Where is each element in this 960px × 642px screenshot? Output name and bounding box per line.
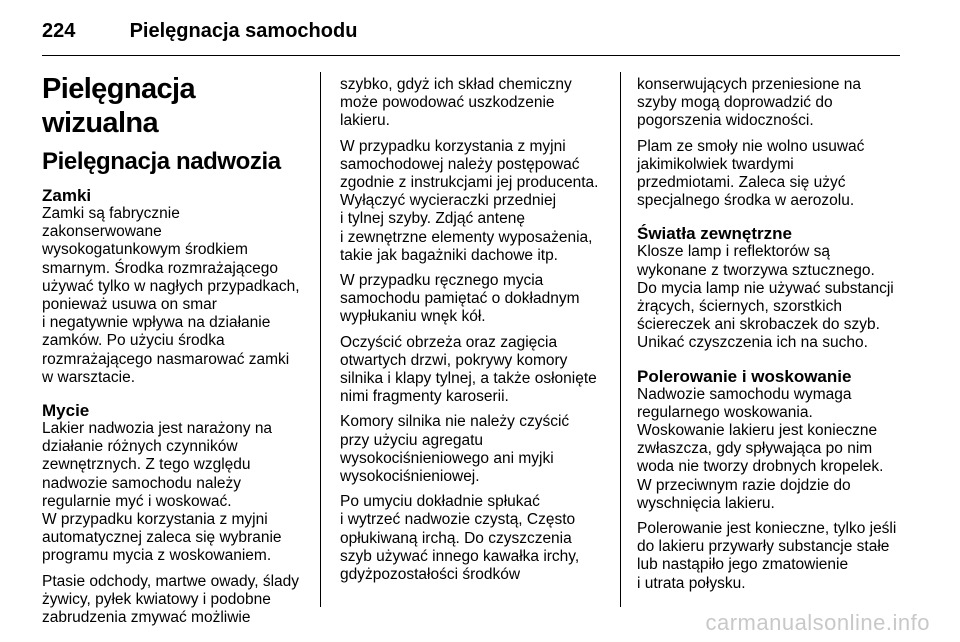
exterior-lights-paragraph: Klosze lamp i reflektorów są wykonane z tworzywa sztucznego. Do mycia lamp nie używać substancji żrących, ściernych, szorstkich ściereczek ani skrobaczek do szyb. Unikać czyszczenia ich na sucho.	[637, 243, 894, 352]
polishing-paragraph-1: Nadwozie samochodu wymaga regularnego woskowania. Woskowanie lakieru jest konieczne zwłaszcza, gdy spływająca po nim woda nie tworzy drobnych kropelek. W przeciwnym razie dojdzie do wyschnięcia lakieru.	[637, 385, 884, 512]
section-title: Pielęgnacja wizualna	[42, 73, 195, 139]
column-divider-1	[320, 72, 321, 607]
column2-paragraph: W przypadku korzystania z myjni samochodowej należy postępować zgodnie z instrukcjami jej producenta. Wyłączyć wycieraczki przedniej i tylnej szyby. Zdjąć antenę i zewnętrzne elementy wyposażenia, takie jak bagażniki dachowe itp.	[340, 137, 599, 264]
page-number: 224	[42, 20, 76, 42]
locks-paragraph: Zamki są fabrycznie zakonserwowane wysokogatunkowym środkiem smarnym. Środka rozmrażającego używać tylko w nagłych przypadkach, ponieważ usuwa on smar i negatywnie wpływa na działanie zamków. Po użyciu środka rozmrażającego nasmarować zamki w warsztacie.	[42, 205, 300, 386]
chapter-title: Pielęgnacja samochodu	[129, 20, 358, 42]
column2-paragraph: Komory silnika nie należy czyścić przy użyciu agregatu wysokociśnieniowego ani myjki wysokociśnieniowej.	[340, 413, 570, 486]
column-1	[42, 62, 304, 634]
column3-paragraph: konserwujących przeniesione na szyby mogą doprowadzić do pogorszenia widoczności.	[637, 76, 862, 130]
watermark: carmanualsonline.info	[705, 610, 930, 635]
column-divider-2	[620, 72, 621, 607]
subsection-title: Pielęgnacja nadwozia	[42, 148, 281, 175]
column2-paragraph: Po umyciu dokładnie spłukać i wytrzeć nadwozie czystą, Często opłukiwaną irchą. Do czyszczenia szyb używać innego kawałka irchy, gdyżpozostałości środków	[340, 493, 580, 584]
page-header	[42, 16, 357, 46]
column2-paragraph: W przypadku ręcznego mycia samochodu pamiętać o dokładnym wypłukaniu wnęk kół.	[340, 272, 580, 326]
header-rule	[42, 55, 900, 56]
exterior-lights-heading: Światła zewnętrzne	[637, 224, 792, 244]
column2-paragraph: szybko, gdyż ich skład chemiczny może powodować uszkodzenie lakieru.	[340, 76, 572, 130]
polishing-heading: Polerowanie i woskowanie	[637, 366, 852, 386]
column-2	[340, 62, 606, 591]
locks-heading: Zamki	[42, 186, 92, 205]
washing-paragraph-1: Lakier nadwozia jest narażony na działanie różnych czynników zewnętrznych. Z tego względu nadwozie samochodu należy regularnie myć i woskować. W przypadku korzystania z myjni automatycznej zaleca się wybranie programu mycia z woskowaniem.	[42, 420, 282, 565]
polishing-paragraph-2: Polerowanie jest konieczne, tylko jeśli do lakieru przywarły substancje stałe lub nastąpiło jego zmatowienie i utrata połysku.	[637, 520, 897, 592]
washing-paragraph-2: Ptasie odchody, martwe owady, ślady żywicy, pyłek kwiatowy i podobne zabrudzenia zmywać możliwie	[42, 572, 300, 627]
washing-heading: Mycie	[42, 401, 90, 421]
column3-paragraph: Plam ze smoły nie wolno usuwać jakimikolwiek twardymi przedmiotami. Zaleca się użyć specjalnego środka w aerozolu.	[637, 137, 865, 210]
column-3	[637, 62, 905, 600]
column2-paragraph: Oczyścić obrzeża oraz zagięcia otwartych drzwi, pokrywy komory silnika i klapy tylnej, a także osłonięte nimi fragmenty karoserii.	[340, 333, 597, 406]
